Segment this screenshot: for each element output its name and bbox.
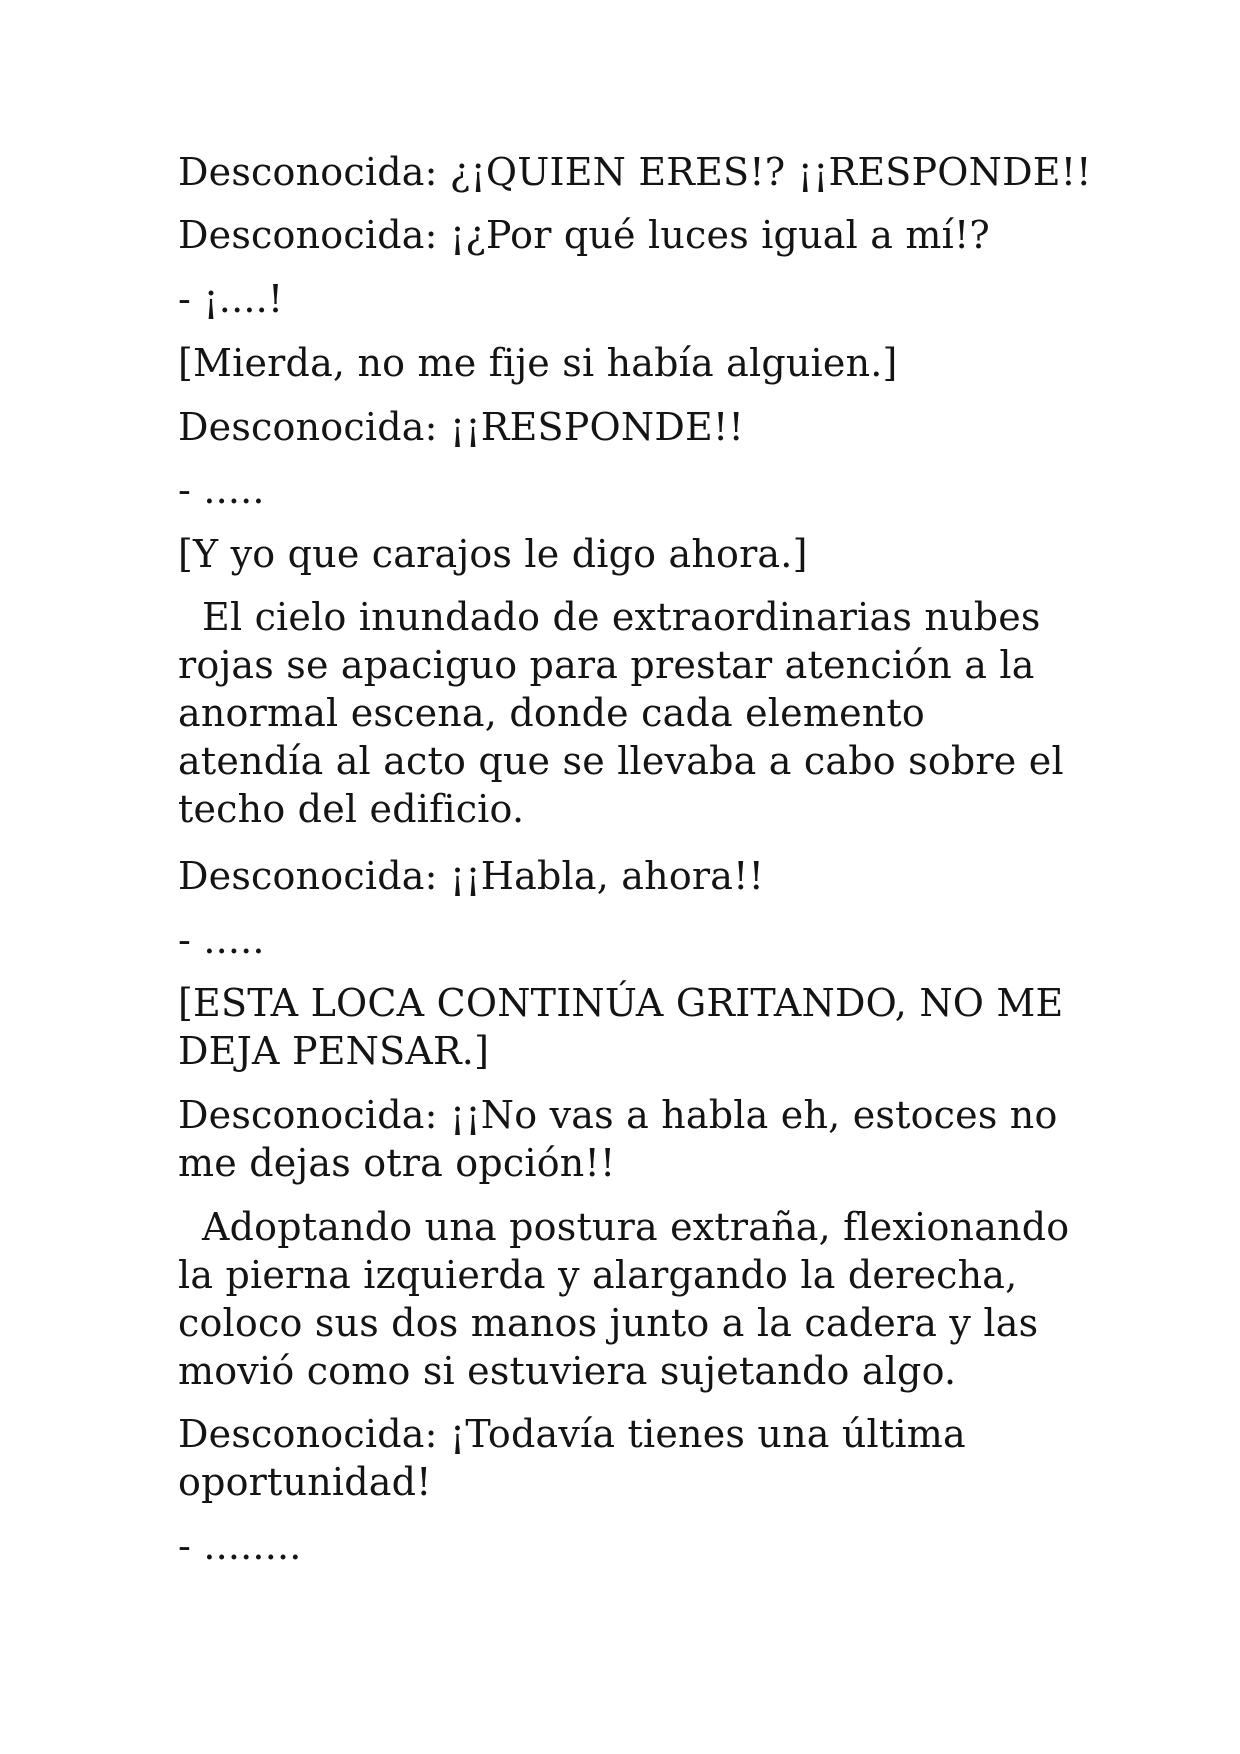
dialogue-line: Desconocida: ¿¡QUIEN ERES!? ¡¡RESPONDE!! (178, 150, 1092, 194)
dialogue-line: Desconocida: ¡¡Habla, ahora!! (178, 854, 765, 898)
dialogue-line: Desconocida: ¡¡No vas a habla eh, estoces no me dejas otra opción!! (178, 1093, 1058, 1185)
thought-line: [ESTA LOCA CONTINÚA GRITANDO, NO ME DEJA PENSAR.] (178, 981, 1064, 1073)
dialogue-line: - ........ (178, 1524, 302, 1568)
dialogue-line: - ..... (178, 468, 265, 512)
dialogue-line: - ..... (178, 918, 265, 962)
narration-paragraph: Adoptando una postura extraña, flexionando la pierna izquierda y alargando la derecha, coloco sus dos manos junto a la cadera y las movió como si estuviera sujetando algo. (178, 1205, 1070, 1393)
dialogue-line: Desconocida: ¡¡RESPONDE!! (178, 405, 744, 449)
dialogue-line: Desconocida: ¡¿Por qué luces igual a mí!? (178, 213, 991, 257)
narration-paragraph: El cielo inundado de extraordinarias nubes rojas se apaciguo para prestar atención a la anormal escena, donde cada elemento atendía al acto que se llevaba a cabo sobre el techo del edificio. (178, 595, 1064, 831)
thought-line: [Y yo que carajos le digo ahora.] (178, 532, 808, 576)
dialogue-line: - ¡....! (178, 277, 284, 321)
thought-line: [Mierda, no me fije si había alguien.] (178, 341, 898, 385)
dialogue-line: Desconocida: ¡Todavía tienes una última oportunidad! (178, 1412, 966, 1504)
